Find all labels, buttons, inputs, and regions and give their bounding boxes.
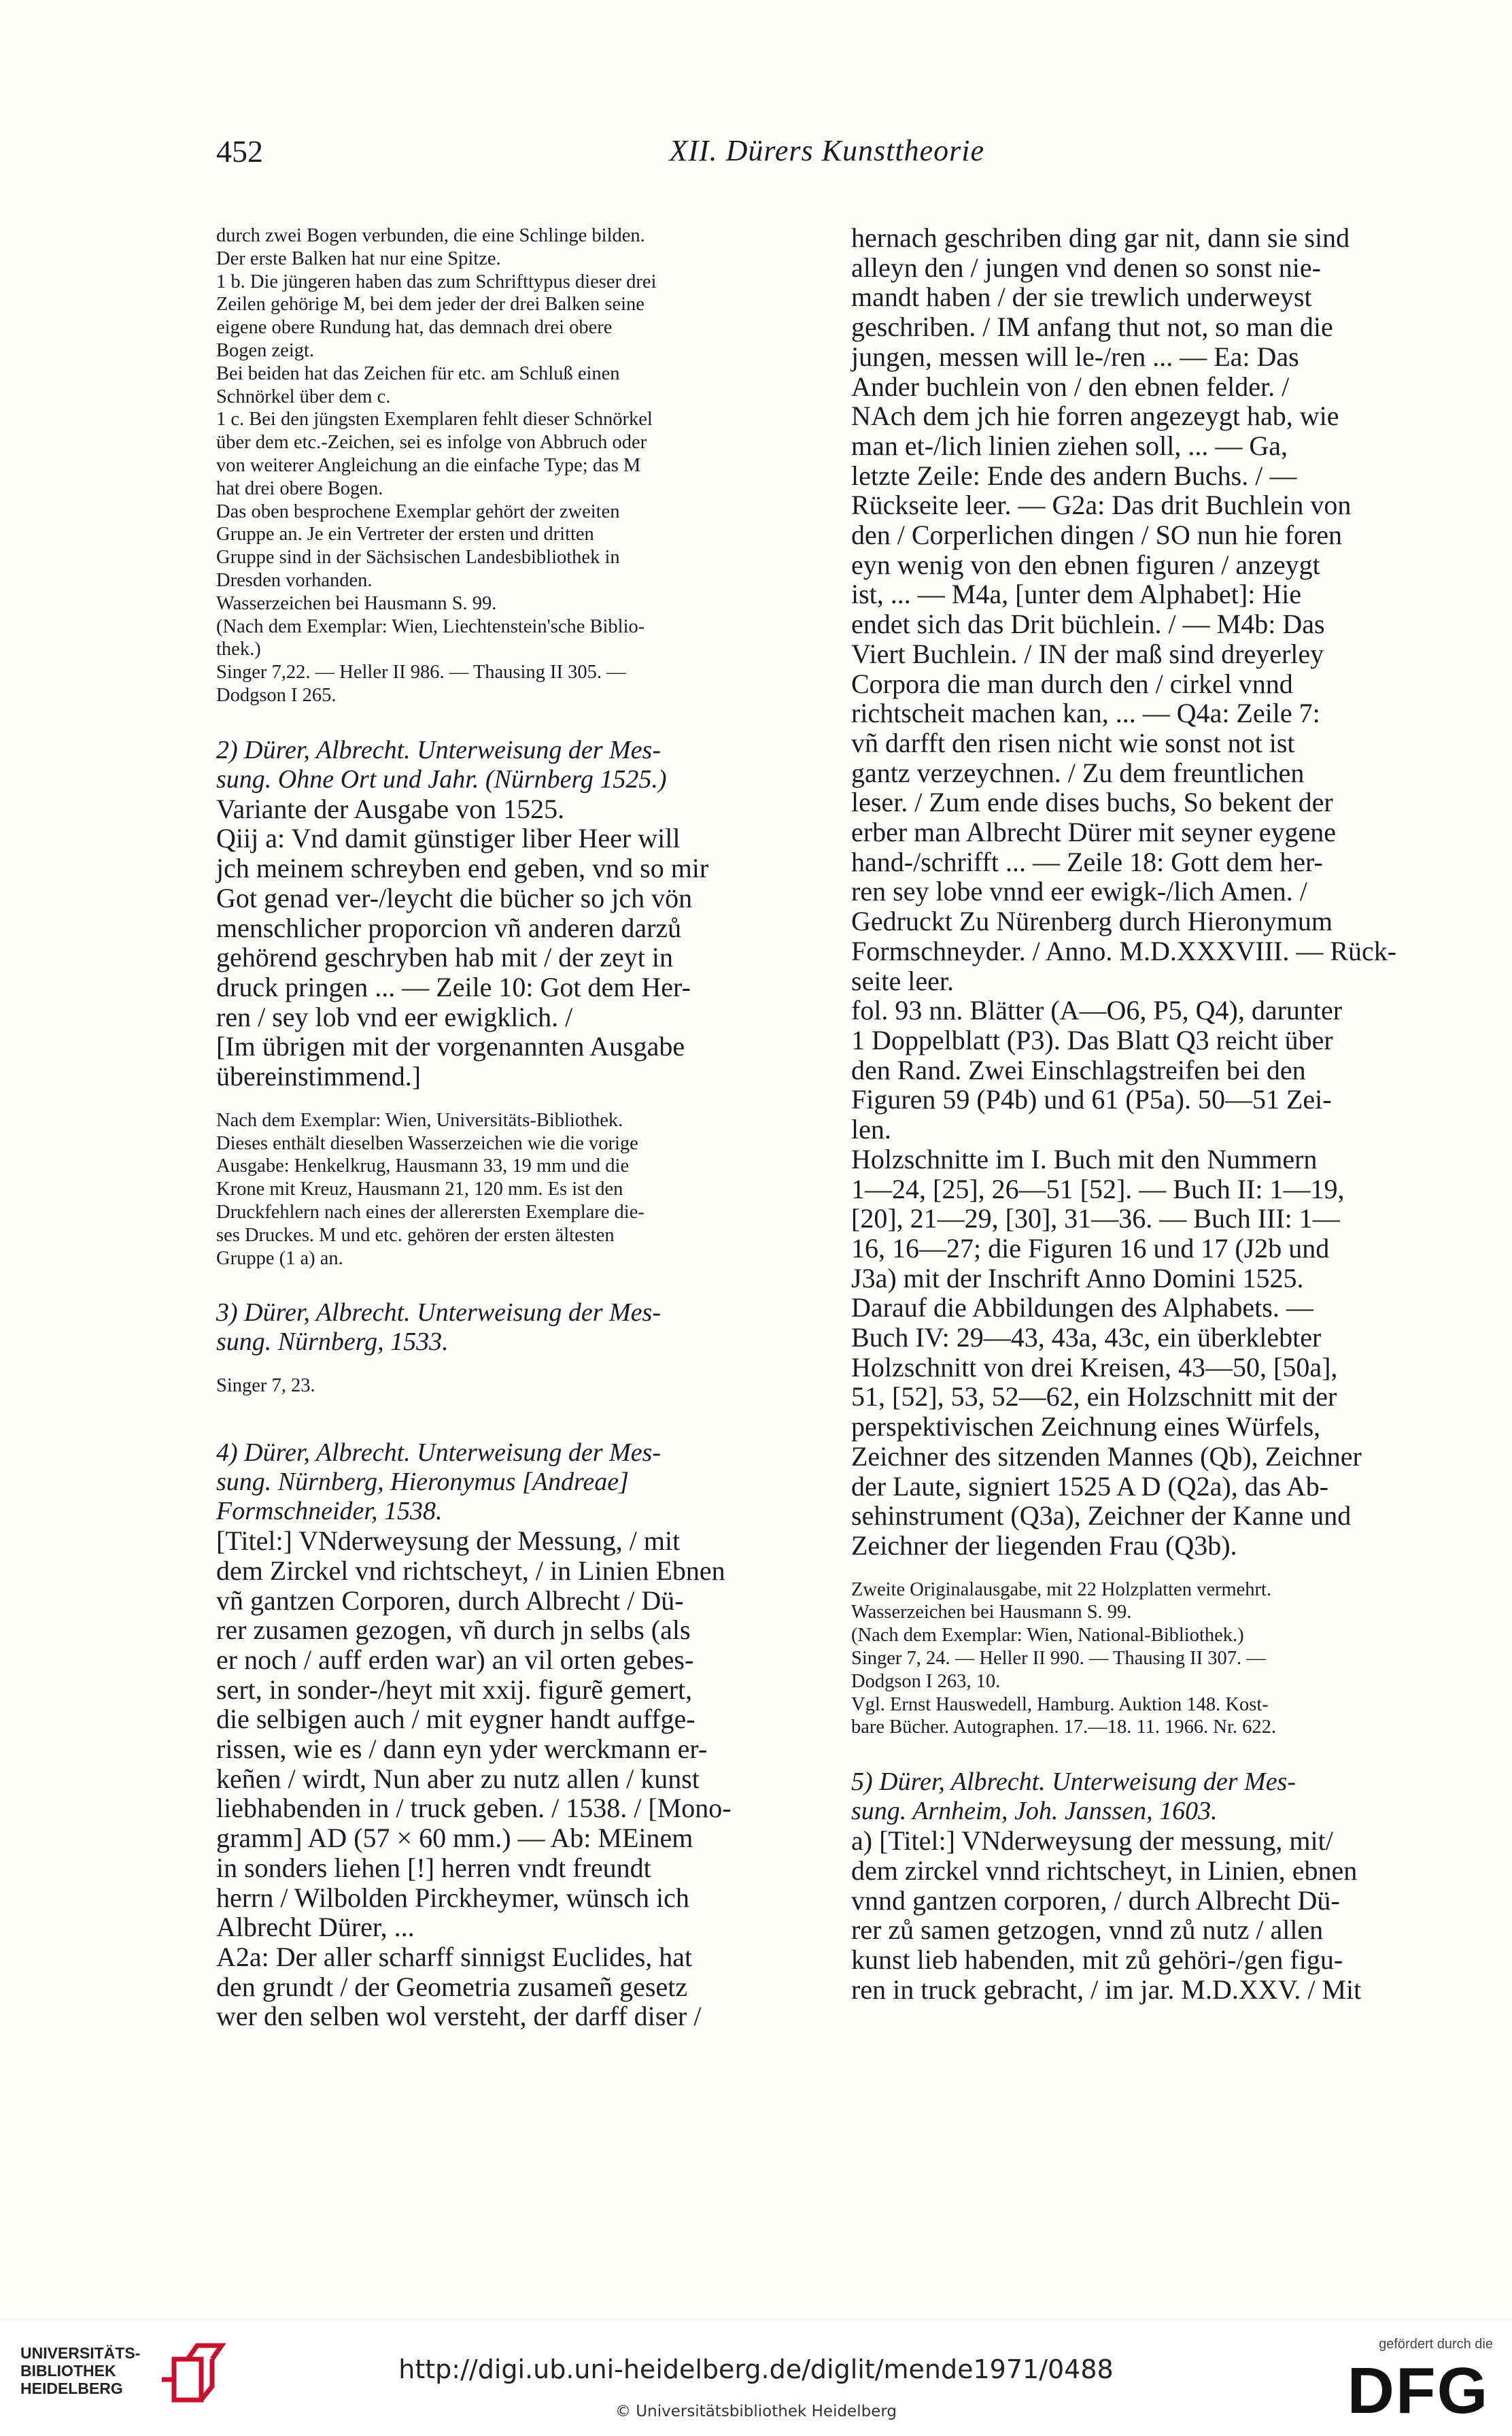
page-permalink[interactable]: http://digi.ub.uni-heidelberg.de/diglit/mende1971/0488 [398,2354,1114,2384]
text-block: 5) Dürer, Albrecht. Unterweisung der Mes- sung. Arnheim, Joh. Janssen, 1603. [851,1767,1296,1826]
sponsor-block[interactable] [1337,2337,1493,2425]
running-title: XII. Dürers Kunsttheorie [669,134,984,167]
text-block: Zweite Originalausgabe, mit 22 Holzplatten vermehrt. Wasserzeichen bei Hausmann S. 99. (Nach dem Exemplar: Wien, National-Bibliothek.) Singer 7, 24. — Heller II 990. — Thausing II 307. — Dodgson I 263, 10. Vgl. Ernst Hauswedell, Hamburg. Auktion 148. Kost- bare Bücher. Autographen. 17.—18. 11. 1966. Nr. 622. [851,1578,1277,1738]
sponsor-caption: gefördert durch die [1379,2337,1493,2352]
text-block: [Titel:] VNderweysung der Messung, / mit dem Zirckel vnd richtscheyt, / in Linien Ebnen vñ gantzen Corporen, durch Albrecht / Dü- rer zusamen gezogen, vñ durch jn selbs (als er noch / auff erden war) an vil orten gebes- sert, in sonder-/heyt mit xxij. figurẽ gemert, die selbigen auch / mit eygner handt auffge- rissen, wie es / dann eyn yder werckmann er- keñen / wirdt, Nun aber zu nutz allen / kunst liebhabenden in / truck geben. / 1538. / [Mono- gramm] AD (57 × 60 mm.) — Ab: MEinem in sonders liehen [!] herren vndt freundt herrn / Wilbolden Pirckheymer, wünsch ich Albrecht Dürer, ... A2a: Der aller scharff sinnigst Euclides, hat den grundt / der Geometria zusameñ gesetz wer den selben wol versteht, der darff diser / [216,1525,732,2032]
right-column [851,223,1443,2004]
text-block: 3) Dürer, Albrecht. Unterweisung der Mes- sung. Nürnberg, 1533. [216,1298,661,1357]
text-block: Singer 7, 23. [216,1375,315,1397]
page-number: 452 [216,134,263,169]
text-block: Nach dem Exemplar: Wien, Universitäts-Bibliothek. Dieses enthält dieselben Wasserzeichen wie die vorige Ausgabe: Henkelkrug, Hausmann 33, 19 mm und die Krone mit Kreuz, Hausmann 21, 120 mm. Es ist den Druckfehlern nach eines der allerersten Exemplare die- ses Druckes. M und etc. gehören der ersten ältesten Gruppe (1 a) an. [216,1109,645,1269]
left-column [216,224,821,2031]
text-block: hernach geschriben ding gar nit, dann sie sind alleyn den / jungen vnd denen so sonst nie- mandt haben / der sie trewlich underweyst geschriben. / IM anfang thut not, so man die jungen, messen will le-/ren ... — Ea: Das Ander buchlein von / den ebnen felder. / NAch dem jch hie forren angezeygt hab, wie man et-/lich linien ziehen soll, ... — Ga, letzte Zeile: Ende des andern Buchs. / — Rückseite leer. — G2a: Das drit Buchlein von den / Corperlichen dingen / SO nun hie foren eyn wenig von den ebnen figuren / anzeygt ist, ... — M4a, [unter dem Alphabet]: Hie endet sich das Drit büchlein. / — M4b: Das Viert Buchlein. / IN der maß sind dreyerley Corpora die man durch den / cirkel vnnd richtscheit machen kan, ... — Q4a: Zeile 7: vñ darfft den risen nicht wie sonst not ist gantz verzeychnen. / Zu dem freuntlichen leser. / Zum ende dises buchs, So bekent der erber man Albrecht Dürer mit seyner eygene hand-/schrifft ... — Zeile 18: Gott dem her- ren sey lobe vnnd eer ewigk-/lich Amen. / Gedruckt Zu Nürenberg durch Hieronymum Formschneyder. / Anno. M.D.XXXVIII. — Rück- seite leer. fol. 93 nn. Blätter (A—O6, P5, Q4), darunter 1 Doppelblatt (P3). Das Blatt Q3 reicht über den Rand. Zwei Einschlagstreifen bei den Figuren 59 (P4b) und 61 (P5a). 50—51 Zei- len. Holzschnitte im I. Buch mit den Nummern 1—24, [25], 26—51 [52]. — Buch II: 1—19, [20], 21—29, [30], 31—36. — Buch III: 1— 16, 16—27; die Figuren 16 und 17 (J2b und J3a) mit der Inschrift Anno Domini 1525. Darauf die Abbildungen des Alphabets. — Buch IV: 29—43, 43a, 43c, ein überklebter Holzschnitt von drei Kreisen, 43—50, [50a], 51, [52], 53, 52—62, ein Holzschnitt mit der perspektivischen Zeichnung eines Würfels, Zeichner des sitzenden Mannes (Qb), Zeichner der Laute, signiert 1525 A D (Q2a), das Ab- sehinstrument (Q3a), Zeichner der Kanne und Zeichner der liegenden Frau (Q3b). [851,222,1397,1561]
text-block: Variante der Ausgabe von 1525. Qiij a: Vnd damit günstiger liber Heer will jch meinem schreyben end geben, vnd so mir Got genad ver-/leycht die bücher so jch vön menschlicher proporcion vñ anderen darzů gehörend geschryben hab mit / der zeyt in druck pringen ... — Zeile 10: Got dem Her- ren / sey lob vnd eer ewigklich. / [Im übrigen mit der vorgenannten Ausgabe übereinstimmend.] [216,793,709,1092]
library-name: UNIVERSITÄTS- BIBLIOTHEK HEIDELBERG [20,2344,141,2397]
text-block: 4) Dürer, Albrecht. Unterweisung der Mes- sung. Nürnberg, Hieronymus [Andreae] Formschneider, 1538. [216,1438,661,1526]
dfg-logo-text: DFG [1347,2360,1490,2421]
copyright-notice: © Universitätsbibliothek Heidelberg [615,2403,897,2420]
text-block: a) [Titel:] VNderweysung der messung, mit/ dem zirckel vnnd richtscheyt, in Linien, ebnen vnnd gantzen corporen, / durch Albrecht Dü- rer zů samen getzogen, vnnd zů nutz / allen kunst lieb habenden, mit zů gehöri-/gen figu- ren in truck gebracht, / im jar. M.D.XXV. / Mit [851,1825,1362,2005]
running-head [216,133,984,188]
text-block: durch zwei Bogen verbunden, die eine Schlinge bilden. Der erste Balken hat nur eine Spitze. 1 b. Die jüngeren haben das zum Schrifttypus dieser drei Zeilen gehörige M, bei dem jeder der drei Balken seine eigene obere Rundung hat, das demnach drei obere Bogen zeigt. Bei beiden hat das Zeichen für etc. am Schluß einen Schnörkel über dem c. 1 c. Bei den jüngsten Exemplaren fehlt dieser Schnörkel über dem etc.-Zeichen, sei es infolge von Abbruch oder von weiterer Angleichung an die einfache Type; das M hat drei obere Bogen. Das oben besprochene Exemplar gehört der zweiten Gruppe an. Je ein Vertreter der ersten und dritten Gruppe sind in der Sächsischen Landesbibliothek in Dresden vorhanden. Wasserzeichen bei Hausmann S. 99. (Nach dem Exemplar: Wien, Liechtenstein'sche Biblio- thek.) Singer 7,22. — Heller II 986. — Thausing II 305. — Dodgson I 265. [216,225,657,706]
text-block: 2) Dürer, Albrecht. Unterweisung der Mes- sung. Ohne Ort und Jahr. (Nürnberg 1525.) [216,735,667,794]
dfg-logo-icon [1343,2360,1493,2421]
